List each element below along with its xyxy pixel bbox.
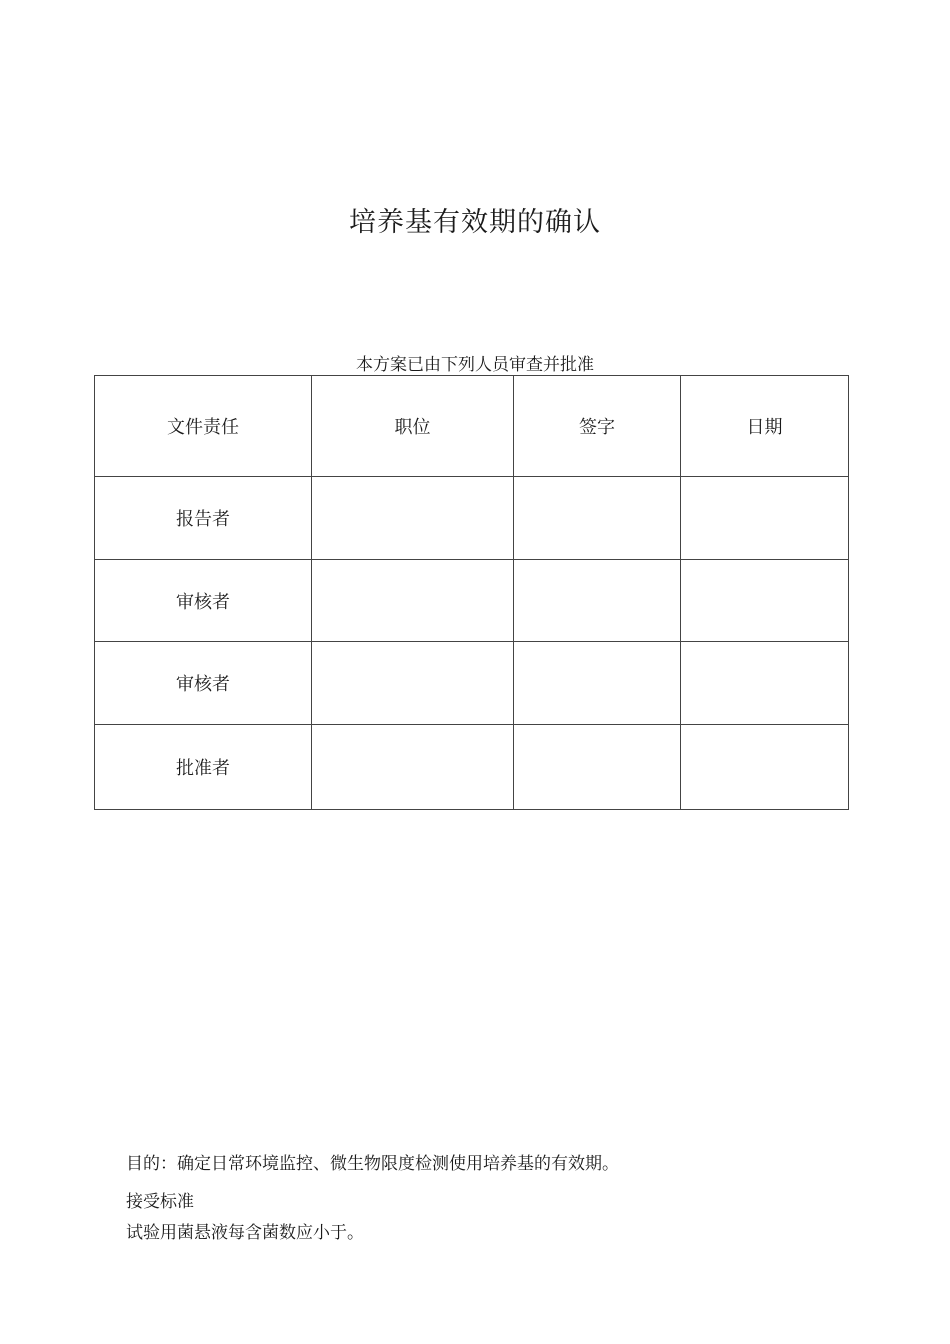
- position-cell[interactable]: [312, 477, 514, 560]
- criteria-heading: 接受标准: [126, 1192, 194, 1212]
- purpose-text: 目的：确定日常环境监控、微生物限度检测使用培养基的有效期。: [126, 1154, 619, 1174]
- header-position: 职位: [312, 376, 514, 477]
- table-header-row: [95, 376, 849, 477]
- date-cell[interactable]: [681, 477, 849, 560]
- position-cell[interactable]: [312, 560, 514, 642]
- approval-caption: 本方案已由下列人员审查并批准: [356, 355, 594, 375]
- date-cell[interactable]: [681, 642, 849, 725]
- role-cell: 审核者: [95, 642, 312, 725]
- table-row: [95, 477, 849, 560]
- table-row: [95, 725, 849, 810]
- table-row: [95, 642, 849, 725]
- date-cell[interactable]: [681, 725, 849, 810]
- table-row: [95, 560, 849, 642]
- role-cell: 报告者: [95, 477, 312, 560]
- signature-cell[interactable]: [514, 560, 681, 642]
- signature-cell[interactable]: [514, 725, 681, 810]
- document-title: 培养基有效期的确认: [349, 207, 601, 238]
- approval-table: [94, 375, 849, 810]
- role-cell: 批准者: [95, 725, 312, 810]
- position-cell[interactable]: [312, 725, 514, 810]
- date-cell[interactable]: [681, 560, 849, 642]
- header-responsibility: 文件责任: [95, 376, 312, 477]
- header-date: 日期: [681, 376, 849, 477]
- signature-cell[interactable]: [514, 477, 681, 560]
- header-signature: 签字: [514, 376, 681, 477]
- role-cell: 审核者: [95, 560, 312, 642]
- criteria-text: 试验用菌悬液每含菌数应小于。: [126, 1223, 364, 1243]
- position-cell[interactable]: [312, 642, 514, 725]
- signature-cell[interactable]: [514, 642, 681, 725]
